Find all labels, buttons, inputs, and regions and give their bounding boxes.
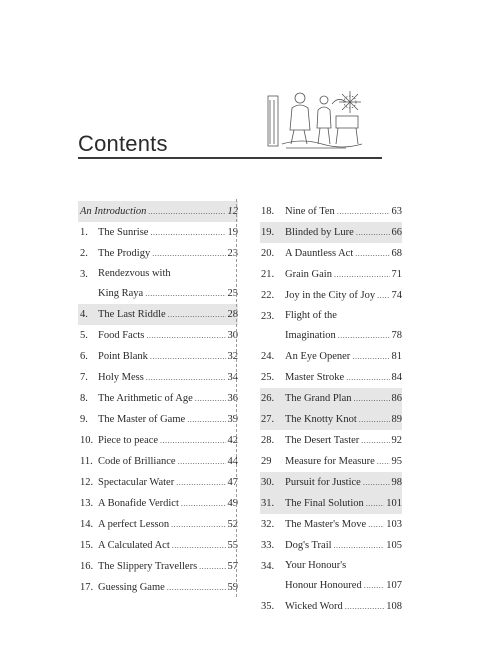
toc-entry-number: 4. [80,309,88,320]
toc-entry-page: 57 [227,561,238,572]
toc-entry [78,325,238,346]
toc-entry [78,201,238,222]
toc-entry-title: Guessing Game [98,582,165,593]
toc-entry-page: 108 [386,601,402,612]
toc-entry [78,367,238,388]
dot-leader [167,577,226,598]
toc-entry-title: The Knotty Knot [285,414,357,425]
toc-entry [260,596,402,617]
toc-entry-page: 32 [227,351,238,362]
toc-entry-title: Piece to peace [98,435,159,446]
dot-leader [346,367,389,388]
dot-leader [334,535,385,556]
dot-leader [345,596,385,617]
dot-leader [363,472,390,493]
toc-entry-number: 26. [261,393,275,404]
toc-entry-page: 74 [391,290,402,301]
toc-entry [260,285,402,306]
toc-entry-page: 89 [391,414,402,425]
toc-entry-page: 101 [386,498,402,509]
toc-entry [260,243,402,264]
toc-entry [260,306,402,346]
dot-leader [377,285,389,306]
dot-leader [366,493,385,514]
toc-entry [260,451,402,472]
toc-entry-title: Imagination [285,330,336,341]
dot-leader [152,243,225,264]
toc-entry [78,430,238,451]
toc-entry-number: 11. [80,456,93,467]
toc-entry-page: 68 [391,248,402,259]
dot-leader [356,222,390,243]
dot-leader [352,346,389,367]
toc-entry-number: 30. [261,477,275,488]
toc-entry-number: 27. [261,414,275,425]
dot-leader [377,451,390,472]
dot-leader [148,201,225,222]
toc-entry [260,388,402,409]
toc-entry [78,451,238,472]
toc-entry-page: 25 [227,288,238,299]
dot-leader [338,325,390,346]
toc-entry-title: Joy in the City of Joy [285,290,376,301]
toc-entry-page: 71 [391,269,402,280]
toc-entry-page: 42 [227,435,238,446]
toc-entry-number: 5. [80,330,88,341]
toc-entry [260,430,402,451]
toc-entry [78,388,238,409]
toc-entry-number: 32. [261,519,275,530]
toc-entry [260,493,402,514]
dot-leader [172,535,226,556]
dot-leader [145,283,225,304]
dot-leader [334,264,390,285]
toc-entry [78,577,238,598]
dot-leader [171,514,225,535]
toc-entry [260,346,402,367]
toc-entry-page: 92 [391,435,402,446]
toc-entry [78,514,238,535]
toc-entry-number: 8. [80,393,88,404]
toc-entry-title: Food Facts [98,330,145,341]
toc-entry-title: Dog's Trail [285,540,332,551]
toc-entry-number: 14. [80,519,94,530]
toc-entry-page: 78 [391,330,402,341]
toc-entry [260,367,402,388]
contents-right-column [260,201,402,617]
toc-entry-page: 66 [391,227,402,238]
toc-entry-number: 10. [80,435,94,446]
toc-entry-page: 44 [227,456,238,467]
contents-left-column [78,201,238,598]
toc-entry-page: 107 [386,580,402,591]
dot-leader [168,304,226,325]
toc-entry-title: Nine of Ten [285,206,335,217]
toc-entry-page: 103 [386,519,402,530]
toc-entry-page: 47 [227,477,238,488]
toc-entry-page: 12 [227,206,238,217]
toc-entry [260,409,402,430]
toc-entry [260,201,402,222]
dot-leader [160,430,225,451]
toc-entry-title: The Final Solution [285,498,364,509]
toc-entry-number: 29 [261,456,272,467]
toc-entry-page: 39 [227,414,238,425]
toc-entry-page: 36 [227,393,238,404]
toc-entry [260,535,402,556]
dot-leader [150,222,225,243]
toc-entry-number: 23. [261,311,275,322]
toc-entry-page: 81 [391,351,402,362]
toc-entry-page: 59 [227,582,238,593]
toc-entry-title: The Arithmetic of Age [98,393,193,404]
toc-entry-title: A perfect Lesson [98,519,170,530]
toc-entry [78,556,238,577]
toc-entry-number: 33. [261,540,275,551]
toc-entry-page: 34 [227,372,238,383]
toc-entry-number: 1. [80,227,88,238]
toc-entry [78,535,238,556]
toc-entry-title: A Dauntless Act [285,248,354,259]
toc-entry-number: 25. [261,372,275,383]
toc-entry [260,472,402,493]
dot-leader [337,201,390,222]
toc-entry-page: 49 [227,498,238,509]
toc-entry-number: 9. [80,414,88,425]
toc-entry [78,222,238,243]
toc-entry-page: 52 [227,519,238,530]
toc-entry-title: The Slippery Travellers [98,561,198,572]
toc-entry-number: 21. [261,269,275,280]
toc-entry [260,514,402,535]
dot-leader [146,367,226,388]
toc-entry-page: 19 [227,227,238,238]
toc-entry [78,409,238,430]
toc-entry-number: 28. [261,435,275,446]
toc-entry-title: An Introduction [80,206,147,217]
toc-entry-page: 105 [386,540,402,551]
toc-entry-title: Blinded by Lure [285,227,354,238]
toc-entry [78,304,238,325]
toc-entry-number: 15. [80,540,94,551]
toc-entry-number: 31. [261,498,275,509]
toc-entry-title: Code of Brilliance [98,456,176,467]
toc-entry-page: 63 [391,206,402,217]
page-title: Contents [78,131,168,156]
toc-entry [78,264,238,304]
toc-entry [260,556,402,596]
toc-entry-title: Wicked Word [285,601,343,612]
dot-leader [178,451,226,472]
toc-entry [260,264,402,285]
toc-entry-title: The Master's Move [285,519,367,530]
toc-entry [260,222,402,243]
toc-entry [78,472,238,493]
dot-leader [361,430,389,451]
toc-entry-number: 19. [261,227,275,238]
toc-entry [78,493,238,514]
toc-entry-number: 6. [80,351,88,362]
toc-entry-title: Pursuit for Justice [285,477,361,488]
toc-entry-page: 55 [227,540,238,551]
toc-entry [78,243,238,264]
dot-leader [368,514,384,535]
toc-entry-title: Holy Mess [98,372,144,383]
toc-entry-number: 16. [80,561,94,572]
toc-entry-number: 34. [261,561,275,572]
toc-entry-title: The Last Riddle [98,309,166,320]
toc-entry-number: 7. [80,372,88,383]
toc-entry-title-line: Rendezvous with [98,268,171,279]
toc-entry-title: The Desert Taster [285,435,360,446]
storytelling-scene-illustration-icon [266,88,366,154]
toc-entry-number: 17. [80,582,94,593]
toc-entry-page: 95 [391,456,402,467]
toc-entry-title: The Grand Plan [285,393,352,404]
toc-entry-number: 20. [261,248,275,259]
toc-entry-title: Master Stroke [285,372,345,383]
toc-entry-number: 3. [80,269,88,280]
toc-entry-title-line: Your Honour's [285,560,347,571]
dot-leader [195,388,226,409]
toc-entry-title: A Bonafide Verdict [98,498,179,509]
dot-leader [150,346,226,367]
toc-entry-number: 13. [80,498,94,509]
dot-leader [353,388,389,409]
toc-entry-title: A Calculated Act [98,540,170,551]
dot-leader [181,493,226,514]
toc-entry-page: 98 [391,477,402,488]
toc-entry-number: 35. [261,601,275,612]
toc-entry-title-line: Flight of the [285,310,337,321]
dot-leader [187,409,225,430]
title-rule [78,157,382,159]
dot-leader [146,325,225,346]
toc-entry-title: The Sunrise [98,227,149,238]
toc-entry-number: 12. [80,477,94,488]
toc-entry-page: 30 [227,330,238,341]
dot-leader [355,243,389,264]
toc-entry-page: 28 [227,309,238,320]
toc-entry-number: 2. [80,248,88,259]
dot-leader [359,409,390,430]
dot-leader [199,556,225,577]
toc-entry-number: 24. [261,351,275,362]
toc-entry-title: Point Blank [98,351,148,362]
dot-leader [176,472,225,493]
toc-entry-page: 84 [391,372,402,383]
toc-entry-page: 86 [391,393,402,404]
toc-entry-title: The Master of Game [98,414,186,425]
toc-entry-title: Spectacular Water [98,477,175,488]
toc-entry-title: Measure for Measure [285,456,375,467]
toc-entry-title: The Prodigy [98,248,151,259]
toc-entry-number: 22. [261,290,275,301]
toc-entry-page: 23 [227,248,238,259]
column-divider [236,199,237,597]
toc-entry-title: Honour Honoured [285,580,362,591]
toc-entry-title: An Eye Opener [285,351,351,362]
toc-entry-number: 18. [261,206,275,217]
dot-leader [364,575,385,596]
toc-entry-title: King Raya [98,288,144,299]
toc-entry [78,346,238,367]
toc-entry-title: Grain Gain [285,269,332,280]
